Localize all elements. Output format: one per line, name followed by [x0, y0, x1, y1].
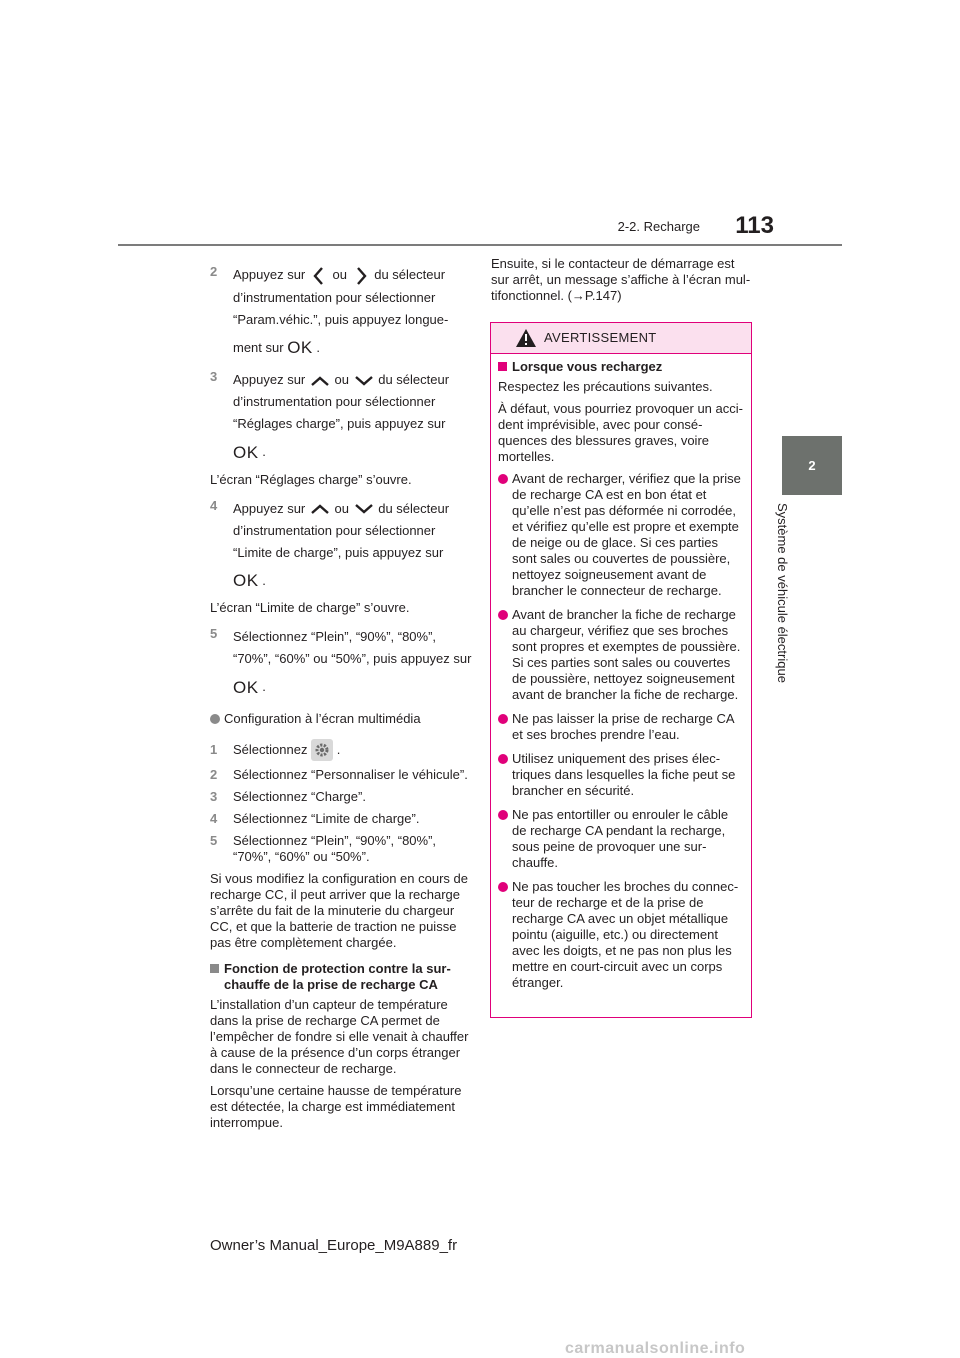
- step-text: ment sur: [233, 339, 284, 355]
- step-text: ou: [334, 372, 349, 388]
- square-bullet-icon: [498, 362, 507, 371]
- ok-icon: OK: [287, 338, 313, 358]
- warning-item-text: Ne pas entortiller ou enrouler le câble de recharge CA pendant la recharge, sous peine de provoquer une sur-chauffe.: [512, 807, 729, 870]
- multimedia-heading-text: Configuration à l’écran multimédia: [224, 710, 421, 726]
- multimedia-step-5: [210, 833, 472, 865]
- section-title: 2-2. Recharge: [617, 219, 700, 234]
- warning-paragraph: À défaut, vous pourriez provoquer un acci-dent imprévisible, avec pour consé-quences des blessures graves, voire mortelles.: [498, 401, 743, 464]
- warning-item: [498, 471, 744, 599]
- bullet-icon: [498, 754, 508, 764]
- step-text: d’instrumentation pour sélectionner: [233, 394, 436, 410]
- warning-item: [498, 879, 744, 991]
- warning-heading: [498, 359, 744, 375]
- paragraph-sensor: L’installation d’un capteur de température dans la prise de recharge CA permet de l’empêcher de fondre si elle venait à chauffer à cause de la présence d’un corps étranger dans le connecteur de recharge.: [210, 997, 469, 1077]
- ok-icon: OK: [233, 442, 259, 462]
- bullet-icon: [498, 714, 508, 724]
- step-text: .: [262, 572, 266, 588]
- warning-item: [498, 751, 744, 799]
- protection-heading-text: Fonction de protection contre la sur-chauffe de la prise de recharge CA: [224, 961, 451, 993]
- step-text: Sélectionnez “Personnaliser le véhicule”.: [233, 767, 468, 783]
- warning-item: [498, 607, 744, 703]
- step-text: Appuyez sur: [233, 372, 306, 388]
- step-text: “Réglages charge”, puis appuyez sur: [233, 416, 446, 432]
- paragraph-dc-charging: Si vous modifiez la configuration en cours de recharge CC, il peut arriver que la recharge s’arrête du fait de la minuterie du chargeur CC, et que la batterie de traction ne puisse pas être complètement chargée.: [210, 871, 468, 951]
- warning-heading-text: Lorsque vous rechargez: [512, 359, 663, 374]
- bullet-icon: [498, 882, 508, 892]
- multimedia-step-4: [210, 811, 472, 827]
- chevron-right-icon: [351, 265, 371, 287]
- step-text: .: [316, 339, 321, 355]
- warning-paragraph: Respectez les précautions suivantes.: [498, 379, 713, 394]
- step-number: 5: [210, 833, 218, 849]
- header-rule: [118, 244, 842, 246]
- right-column-intro: Ensuite, si le contacteur de démarrage est sur arrêt, un message s’affiche à l’écran mul-tifonctionnel. (→P.147): [491, 256, 751, 303]
- step-text: du sélecteur: [378, 500, 450, 516]
- warning-item: [498, 807, 744, 871]
- warning-item-text: Avant de recharger, vérifiez que la prise de recharge CA est en bon état et qu’elle n’est pas déformée ni corrodée, et vérifiez qu’elle est propre et exempte de neige ou de glace. Si ces parties sont sales ou couvertes de poussière, nettoyez soigneusement avant de brancher le connecteur de recharge.: [512, 471, 741, 598]
- step-3: [210, 369, 472, 464]
- ok-icon: OK: [233, 571, 259, 591]
- step-2: [210, 264, 472, 359]
- step-text: Sélectionnez: [233, 741, 308, 757]
- multimedia-heading: [210, 711, 472, 727]
- step-text: Appuyez sur: [233, 267, 306, 282]
- footer-text: Owner’s Manual_Europe_M9A889_fr: [210, 1237, 458, 1254]
- step-text: “Param.véhic.”, puis appuyez longue-: [233, 311, 449, 327]
- step-number: 2: [210, 767, 218, 783]
- warning-item-text: Avant de brancher la fiche de recharge au chargeur, vérifiez que ses broches sont propres et exemptes de poussière. Si ces parties sont sales ou couvertes de poussière, nettoyez soigneusement avant de brancher la fiche de recharge.: [512, 607, 741, 702]
- warning-triangle-icon: [515, 328, 537, 348]
- warning-item: [498, 711, 744, 743]
- step-text: .: [262, 444, 266, 460]
- step-5: [210, 626, 472, 699]
- step-text: “70%”, “60%” ou “50%”, puis appuyez sur: [233, 651, 472, 667]
- step-number: 3: [210, 369, 218, 385]
- step-number: 3: [210, 789, 218, 805]
- protection-heading: [210, 961, 472, 993]
- bullet-icon: [210, 714, 220, 724]
- step-text: “Limite de charge”, puis appuyez sur: [233, 544, 444, 560]
- step-text: ou: [334, 500, 349, 516]
- step-text: Sélectionnez “Charge”.: [233, 789, 366, 805]
- step-text: Appuyez sur: [233, 500, 306, 516]
- chevron-down-icon: [353, 373, 375, 389]
- step-number: 5: [210, 626, 218, 642]
- warning-body: [498, 359, 744, 999]
- warning-item-text: Utilisez uniquement des prises élec-triques dans lesquelles la fiche peut se brancher en sécurité.: [512, 751, 736, 798]
- step-text: .: [336, 741, 341, 757]
- step-number: 1: [210, 741, 218, 757]
- step-number: 4: [210, 497, 218, 513]
- chevron-up-icon: [309, 373, 331, 389]
- chapter-label: Système de véhicule électrique: [775, 503, 790, 683]
- bullet-icon: [498, 810, 508, 820]
- ok-icon: OK: [233, 677, 259, 697]
- note-step-3: L’écran “Réglages charge” s’ouvre.: [210, 471, 412, 487]
- chevron-down-icon: [353, 501, 375, 517]
- chevron-up-icon: [309, 501, 331, 517]
- step-4: [210, 498, 472, 593]
- warning-header: [491, 323, 751, 354]
- watermark: carmanualsonline.info: [565, 1340, 746, 1357]
- chapter-tab: 2: [782, 436, 842, 495]
- left-column: [210, 264, 472, 1137]
- step-text: Sélectionnez “Limite de charge”.: [233, 811, 420, 827]
- step-number: 4: [210, 811, 218, 827]
- step-text: Sélectionnez “Plein”, “90%”, “80%”, “70%”, “60%” ou “50%”.: [233, 833, 437, 865]
- page-number: 113: [735, 212, 774, 239]
- step-number: 2: [210, 264, 218, 279]
- multimedia-step-3: [210, 789, 472, 805]
- step-text: d’instrumentation pour sélectionner: [233, 289, 436, 305]
- bullet-icon: [498, 474, 508, 484]
- chapter-label-container: [752, 503, 812, 803]
- chevron-left-icon: [309, 265, 329, 287]
- step-text: d’instrumentation pour sélectionner: [233, 522, 436, 538]
- warning-item-text: Ne pas laisser la prise de recharge CA et ses broches prendre l’eau.: [512, 711, 734, 742]
- step-text: .: [262, 679, 266, 695]
- step-text: du sélecteur: [378, 372, 450, 388]
- square-bullet-icon: [210, 964, 219, 973]
- note-step-4: L’écran “Limite de charge” s’ouvre.: [210, 600, 410, 616]
- warning-box: [490, 322, 752, 1018]
- step-text: du sélecteur: [374, 267, 446, 282]
- step-text: ou: [332, 267, 347, 282]
- multimedia-step-2: [210, 767, 472, 783]
- multimedia-step-1: [210, 739, 472, 762]
- bullet-icon: [498, 610, 508, 620]
- step-text: Sélectionnez “Plein”, “90%”, “80%”,: [233, 629, 437, 645]
- warning-item-text: Ne pas toucher les broches du connec-teur de recharge et de la prise de recharge CA avec un objet métallique pointu (aiguille, etc.) ou directement avec les doigts, et ne pas non plus les mettre en court-circuit avec un corps étranger.: [512, 879, 739, 990]
- gear-icon: [311, 739, 333, 761]
- warning-title: AVERTISSEMENT: [544, 330, 657, 345]
- paragraph-interruption: Lorsqu’une certaine hausse de température est détectée, la charge est immédiatement interrompue.: [210, 1083, 462, 1131]
